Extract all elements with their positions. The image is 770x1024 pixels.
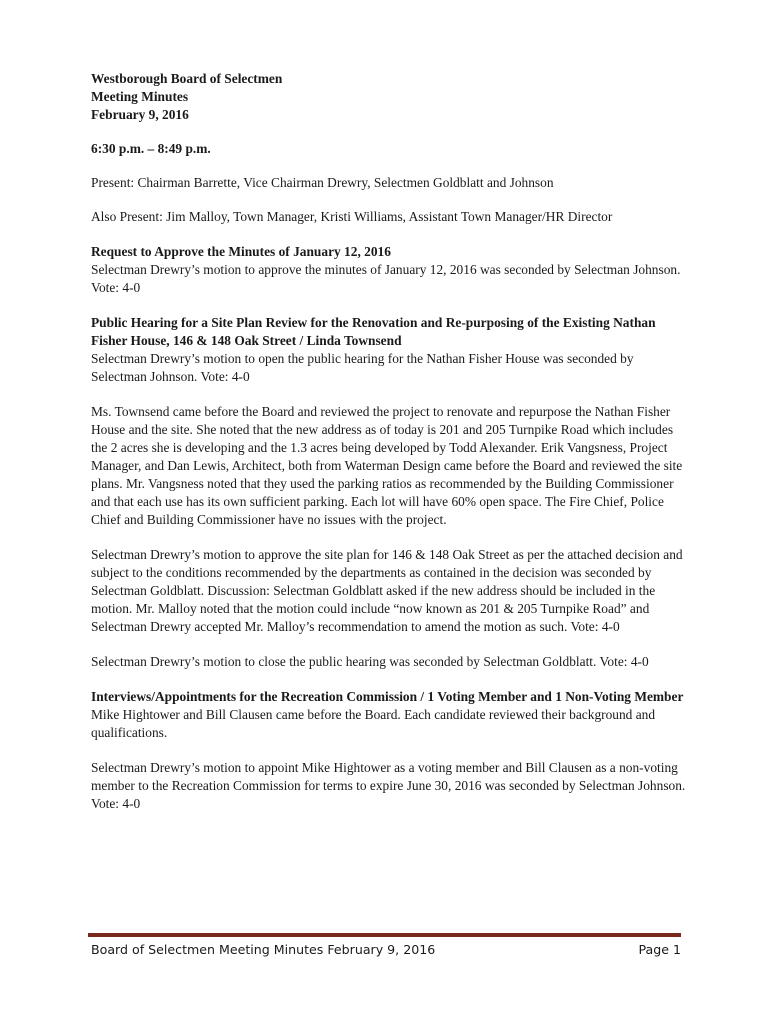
section-paragraph: Selectman Drewry’s motion to open the public hearing for the Nathan Fisher House was seconded by Selectman Johnson. Vote: 4-0 (91, 351, 634, 384)
section-paragraph: Selectman Drewry’s motion to approve the site plan for 146 & 148 Oak Street as per the attached decision and subject to the conditions recommended by the departments as contained in the decision was seconded by Selectman Goldblatt. Discussion: Selectman Goldblatt asked if the new address should be included in the motion. Mr. Malloy noted that the motion could include “now known as 201 & 205 Turnpike Road” and Selectman Drewry accepted Mr. Malloy’s recommendation to amend the motion as such. Vote: 4-0 (91, 547, 683, 634)
section-paragraph: Ms. Townsend came before the Board and reviewed the project to renovate and repurpose the Nathan Fisher House and the site. She noted that the new address as of today is 201 and 205 Turnpike Road which includes the 2 acres she is developing and the 1.3 acres being developed by Todd Alexander. Erik Vangsness, Project Manager, and Dan Lewis, Architect, both from Waterman Design came before the Board and reviewed the site plans. Mr. Vangsness noted that they used the parking ratios as recommended by the Building Commissioner and that each use has its own sufficient parking. Each lot will have 60% open space. The Fire Chief, Police Chief and Building Commissioner have no issues with the project. (91, 404, 683, 527)
org-name: Westborough Board of Selectmen (91, 71, 283, 86)
meeting-time: 6:30 p.m. – 8:49 p.m. (91, 141, 211, 156)
document-type: Meeting Minutes (91, 89, 189, 104)
section-paragraph: Mike Hightower and Bill Clausen came before the Board. Each candidate reviewed their background and qualifications. (91, 707, 656, 740)
also-present-line: Also Present: Jim Malloy, Town Manager, Kristi Williams, Assistant Town Manager/HR Director (91, 209, 613, 224)
meeting-date: February 9, 2016 (91, 107, 189, 122)
section-paragraph: Selectman Drewry’s motion to close the public hearing was seconded by Selectman Goldblatt. Vote: 4-0 (91, 654, 649, 669)
section-heading: Public Hearing for a Site Plan Review for the Renovation and Re-purposing of the Existing Nathan Fisher House, 146 & 148 Oak Street / Linda Townsend (91, 315, 656, 348)
document-page (91, 70, 691, 813)
footer-title: Board of Selectmen Meeting Minutes February 9, 2016 (91, 942, 436, 957)
section-minutes-approval (91, 243, 691, 297)
section-heading: Interviews/Appointments for the Recreation Commission / 1 Voting Member and 1 Non-Voting Member (91, 689, 684, 704)
section-paragraph: Selectman Drewry’s motion to appoint Mike Hightower as a voting member and Bill Clausen as a non-voting member to the Recreation Commission for terms to expire June 30, 2016 was seconded by Selectman Johnson. Vote: 4-0 (91, 760, 686, 811)
document-header (91, 70, 691, 158)
page-footer (91, 942, 681, 957)
section-heading: Request to Approve the Minutes of January 12, 2016 (91, 244, 391, 259)
section-public-hearing (91, 314, 691, 671)
present-line: Present: Chairman Barrette, Vice Chairman Drewry, Selectmen Goldblatt and Johnson (91, 175, 554, 190)
page-number: Page 1 (638, 942, 681, 957)
footer-divider (88, 933, 681, 937)
section-paragraph: Selectman Drewry’s motion to approve the minutes of January 12, 2016 was seconded by Selectman Johnson. Vote: 4-0 (91, 262, 681, 295)
section-recreation-commission (91, 688, 691, 813)
